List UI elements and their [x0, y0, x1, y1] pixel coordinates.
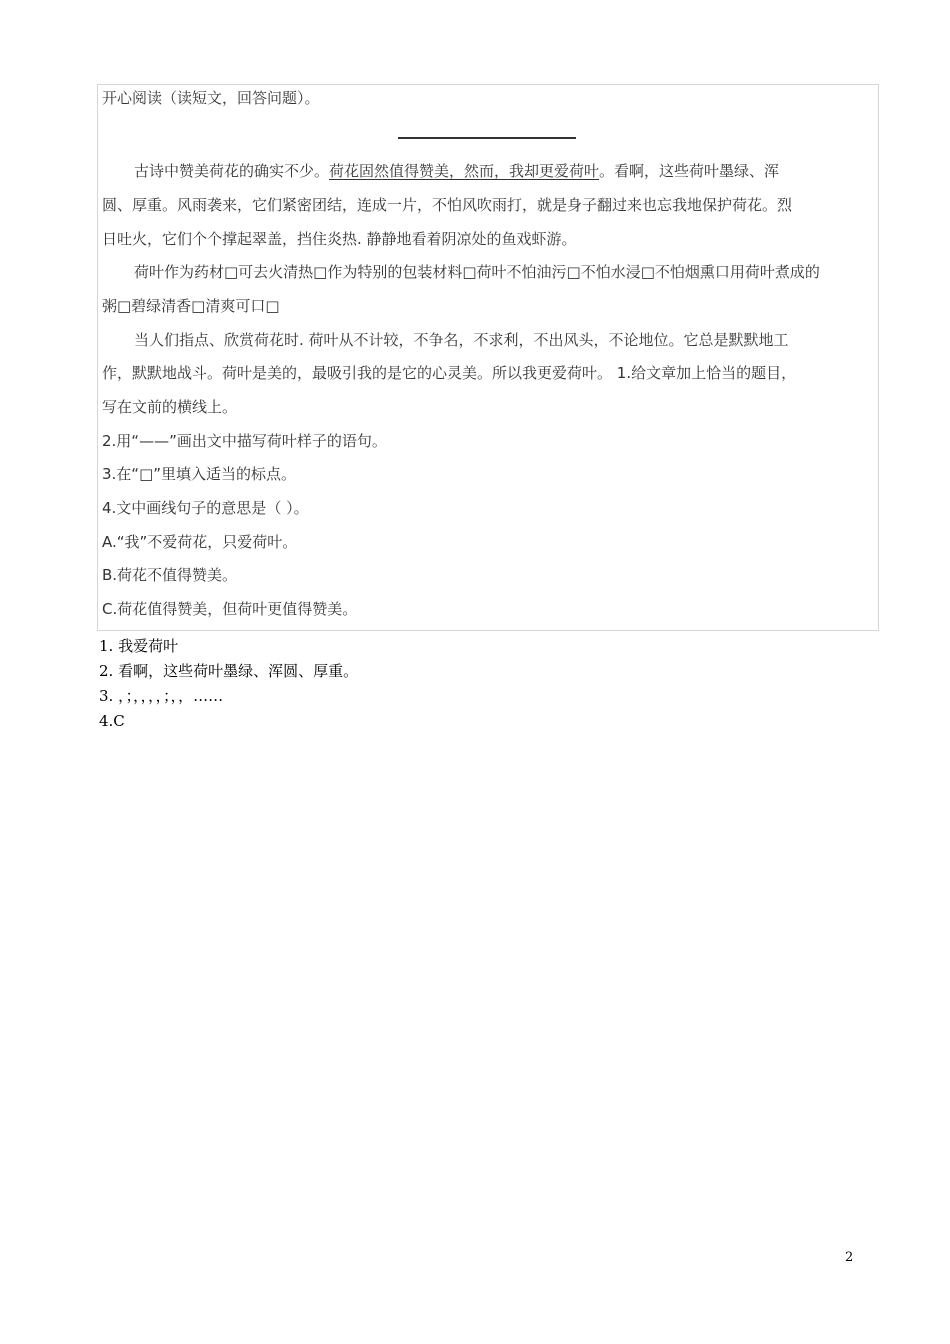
answer-3: 3. ，；，，，，；，，……	[99, 687, 224, 705]
answer-2: 2. 看啊，这些荷叶墨绿、浑圆、厚重。	[99, 662, 359, 680]
answer-4: 4.C	[99, 712, 125, 730]
question-2: 2.用“——”画出文中描写荷叶样子的语句。	[102, 432, 387, 450]
page-number: 2	[845, 1250, 854, 1265]
option-b: B.荷花不值得赞美。	[102, 566, 238, 584]
title-blank-line	[398, 137, 576, 139]
reading-question-box	[97, 84, 879, 631]
option-c: C.荷花值得赞美，但荷叶更值得赞美。	[102, 600, 358, 618]
paragraph-1-lead: 古诗中赞美荷花的确实不少。	[134, 162, 330, 180]
question-heading: 开心阅读（读短文，回答问题）。	[102, 89, 320, 107]
underlined-sentence: 荷花固然值得赞美，然而，我却更爱荷叶	[329, 162, 600, 180]
paragraph-3-line-3: 写在文前的横线上。	[102, 398, 238, 416]
paragraph-3-line-1: 当人们指点、欣赏荷花时. 荷叶从不计较，不争名，不求利，不出风头，不论地位。它总是默默地工	[134, 331, 789, 349]
paragraph-2-line-1: 荷叶作为药材□可去火清热□作为特别的包装材料□荷叶不怕油污□不怕水浸□不怕烟熏口用荷叶煮成的	[134, 263, 820, 281]
paragraph-1-line-1	[134, 160, 779, 181]
paragraph-1-line-3: 日吐火，它们个个撑起翠盖，挡住炎热. 静静地看着阴凉处的鱼戏虾游。	[102, 230, 577, 248]
paragraph-3-line-2: 作，默默地战斗。荷叶是美的，最吸引我的是它的心灵美。所以我更爱荷叶。 1.给文章加上恰当的题目，	[102, 364, 797, 382]
paragraph-2-line-2: 粥□碧绿清香□清爽可口□	[102, 297, 280, 315]
answer-list	[99, 634, 358, 734]
option-a: A.“我”不爱荷花，只爱荷叶。	[102, 533, 298, 551]
paragraph-1-line-2: 圆、厚重。风雨袭来，它们紧密团结，连成一片，不怕风吹雨打，就是身子翻过来也忘我地保护荷花。烈	[102, 196, 793, 214]
question-4: 4.文中画线句子的意思是（ ）。	[102, 499, 309, 517]
question-3: 3.在“□”里填入适当的标点。	[102, 465, 297, 483]
answer-1: 1. 我爱荷叶	[99, 637, 179, 655]
paragraph-1-rest: 。看啊，这些荷叶墨绿、浑	[599, 162, 780, 180]
